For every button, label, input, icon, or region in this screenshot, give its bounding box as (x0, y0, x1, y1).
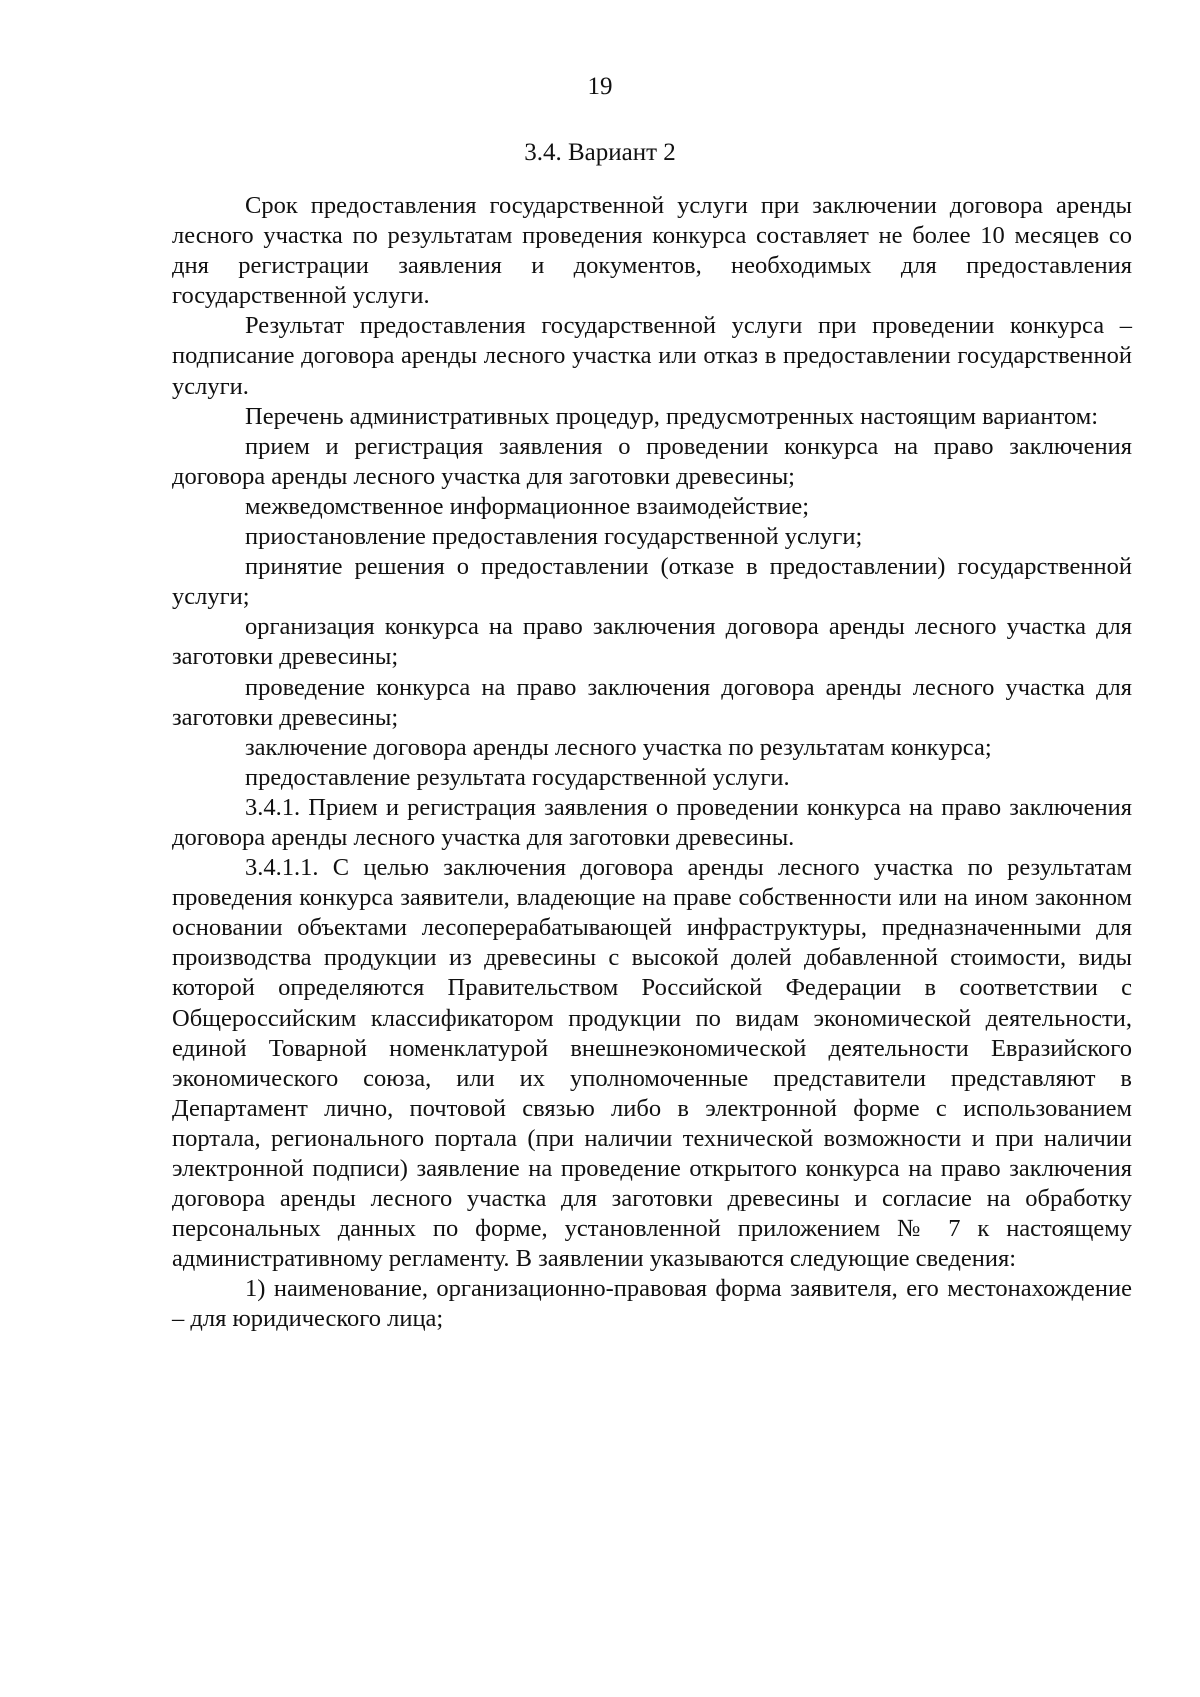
page-number: 19 (587, 73, 613, 100)
list-item: организация конкурса на право заключения договора аренды лесного участка для заготовки древесины; (172, 613, 1139, 671)
list-item: межведомственное информационное взаимодействие; (245, 492, 810, 520)
list-item: 1) наименование, организационно-правовая форма заявителя, его местонахождение – для юридического лица; (172, 1275, 1139, 1333)
section-heading: 3.4. Вариант 2 (524, 139, 676, 166)
document-body (172, 191, 1139, 1335)
list-item: принятие решения о предоставлении (отказе в предоставлении) государственной услуги; (172, 553, 1139, 611)
subsection-title: 3.4.1. Прием и регистрация заявления о проведении конкурса на право заключения договора аренды лесного участка для заготовки древесины. (172, 793, 1139, 851)
list-item: приостановление предоставления государственной услуги; (245, 523, 863, 551)
list-item: проведение конкурса на право заключения договора аренды лесного участка для заготовки древесины; (172, 673, 1139, 731)
paragraph: 3.4.1.1. С целью заключения договора аренды лесного участка по результатам проведения конкурса заявители, владеющие на праве собственности или на ином законном основании объектами лесоперерабатывающей инфраструктуры, предназначенными для производства продукции из древесины с высокой долей добавленной стоимости, виды которой определяются Правительством Российской Федерации в соответствии с Общероссийским классификатором продукции по видам экономической деятельности, единой Товарной номенклатурой внешнеэкономической деятельности Евразийского экономического союза, или их уполномоченные представители представляют в Департамент лично, почтовой связью либо в электронной форме с использованием портала, регионального портала (при наличии технической возможности и при наличии электронной подписи) заявление на проведение открытого конкурса на право заключения договора аренды лесного участка для заготовки древесины и согласие на обработку персональных данных по форме, установленной приложением № 7 к настоящему административному регламенту. В заявлении указываются следующие сведения: (172, 854, 1139, 1273)
paragraph: Результат предоставления государственной услуги при проведении конкурса – подписание договора аренды лесного участка или отказ в предоставлении государственной услуги. (172, 312, 1139, 400)
list-item: прием и регистрация заявления о проведении конкурса на право заключения договора аренды лесного участка для заготовки древесины; (172, 432, 1139, 490)
paragraph: Срок предоставления государственной услуги при заключении договора аренды лесного участка по результатам проведения конкурса составляет не более 10 месяцев со дня регистрации заявления и документов, необходимых для предоставления государственной услуги. (172, 192, 1139, 310)
list-item: предоставление результата государственной услуги. (245, 763, 790, 791)
paragraph: Перечень административных процедур, предусмотренных настоящим вариантом: (245, 402, 1099, 430)
list-item: заключение договора аренды лесного участка по результатам конкурса; (245, 733, 992, 761)
